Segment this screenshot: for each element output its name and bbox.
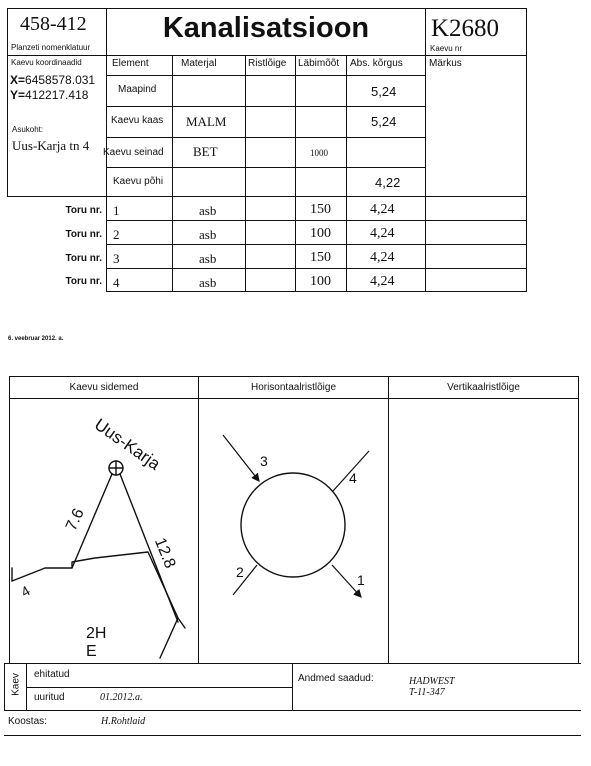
col-header-element: Element xyxy=(112,58,149,69)
pipe-diameter: 150 xyxy=(310,202,331,217)
pipe-height: 4,24 xyxy=(370,202,395,217)
pipe-nr: 4 xyxy=(113,275,120,290)
building-corner xyxy=(178,618,185,628)
data-source-label: Andmed saadud: xyxy=(298,673,374,684)
surveyed-value: 01.2012.a. xyxy=(100,692,143,703)
data-source-value: HADWEST xyxy=(409,676,455,687)
pipe-label: Toru nr. xyxy=(65,205,102,216)
col-header-material: Materjal xyxy=(181,58,217,69)
pipe-material: asb xyxy=(199,275,217,290)
built-label: ehitatud xyxy=(34,669,70,680)
row-height: 4,22 xyxy=(375,175,401,190)
pipe-diameter: 150 xyxy=(310,250,331,265)
pipe-number-label: 1 xyxy=(357,572,365,588)
pipe-nr: 3 xyxy=(113,251,120,266)
well-label: Kaevu nr xyxy=(430,44,463,53)
pipe-height: 4,24 xyxy=(370,274,395,289)
pipe-material: asb xyxy=(199,251,217,266)
row-height: 5,24 xyxy=(371,114,397,129)
sketch-building-letter: E xyxy=(86,643,97,660)
planet-label: Planzeti nomenklatuur xyxy=(11,43,91,52)
row-diameter: 1000 xyxy=(310,148,328,158)
pipe-diameter: 100 xyxy=(310,226,331,241)
horizontal-section xyxy=(199,399,388,664)
author-label: Koostas: xyxy=(8,716,47,727)
coords-label: Kaevu koordinaadid xyxy=(11,58,82,67)
pipe-label: Toru nr. xyxy=(65,276,102,287)
col-title-horizontal: Horisontaalristlõige xyxy=(250,382,337,393)
pipe-label: Toru nr. xyxy=(65,253,102,264)
pipe-nr: 1 xyxy=(113,203,120,218)
pipe-material: asb xyxy=(199,203,217,218)
col-header-height: Abs. kõrgus xyxy=(350,58,403,69)
pipe-number-label: 3 xyxy=(260,453,268,469)
pipe-diameter: 100 xyxy=(310,274,331,289)
date-note: 6. veebruar 2012. a. xyxy=(8,336,64,342)
row-element: Kaevu seinad xyxy=(103,147,164,158)
row-element: Kaevu põhi xyxy=(113,176,164,187)
pipe-arrow xyxy=(223,435,259,481)
sketch-number: 4 xyxy=(18,582,33,601)
surveyed-label: uuritud xyxy=(34,692,65,703)
coord-x-value: 6458578.031 xyxy=(25,73,96,87)
pipe-label: Toru nr. xyxy=(65,229,102,240)
col-title-ties: Kaevu sidemed xyxy=(69,382,139,393)
pipe-height: 4,24 xyxy=(370,226,395,241)
planet-number: 458-412 xyxy=(20,13,87,35)
coord-x-prefix: X= xyxy=(10,73,26,87)
author-value: H.Rohtlaid xyxy=(101,716,146,727)
col-title-vertical: Vertikaalristlõige xyxy=(447,382,520,393)
data-source-value: T-11-347 xyxy=(409,687,445,698)
row-element: Maapind xyxy=(118,84,157,95)
sketch-street-label: Uus-Karja xyxy=(90,414,164,474)
col-header-diameter: Läbimõõt xyxy=(298,58,340,69)
row-element: Kaevu kaas xyxy=(111,115,164,126)
row-material: MALM xyxy=(186,114,227,129)
col-header-cross: Ristlõige xyxy=(248,58,287,69)
location-value: Uus-Karja tn 4 xyxy=(12,138,90,153)
sketch-distance-left: 7.6 xyxy=(62,506,88,534)
pipe-material: asb xyxy=(199,227,217,242)
page-title: Kanalisatsioon xyxy=(162,12,370,44)
coord-y-value: 412217.418 xyxy=(25,88,89,102)
pipe-number-label: 4 xyxy=(349,470,357,486)
sketch-building-number: 2H xyxy=(86,625,107,642)
kaev-label: Kaev xyxy=(10,673,22,696)
coord-y-prefix: Y= xyxy=(10,88,26,102)
row-material: BET xyxy=(193,144,218,159)
sketch-distance-right: 12.8 xyxy=(150,535,179,571)
row-height: 5,24 xyxy=(371,84,397,99)
col-header-note: Märkus xyxy=(429,58,462,69)
pipe-number-label: 2 xyxy=(236,564,244,580)
well-circle xyxy=(241,473,345,577)
pipe-height: 4,24 xyxy=(370,250,395,265)
location-label: Asukoht: xyxy=(12,125,44,134)
well-number: K2680 xyxy=(431,15,500,42)
pipe-nr: 2 xyxy=(113,227,120,242)
